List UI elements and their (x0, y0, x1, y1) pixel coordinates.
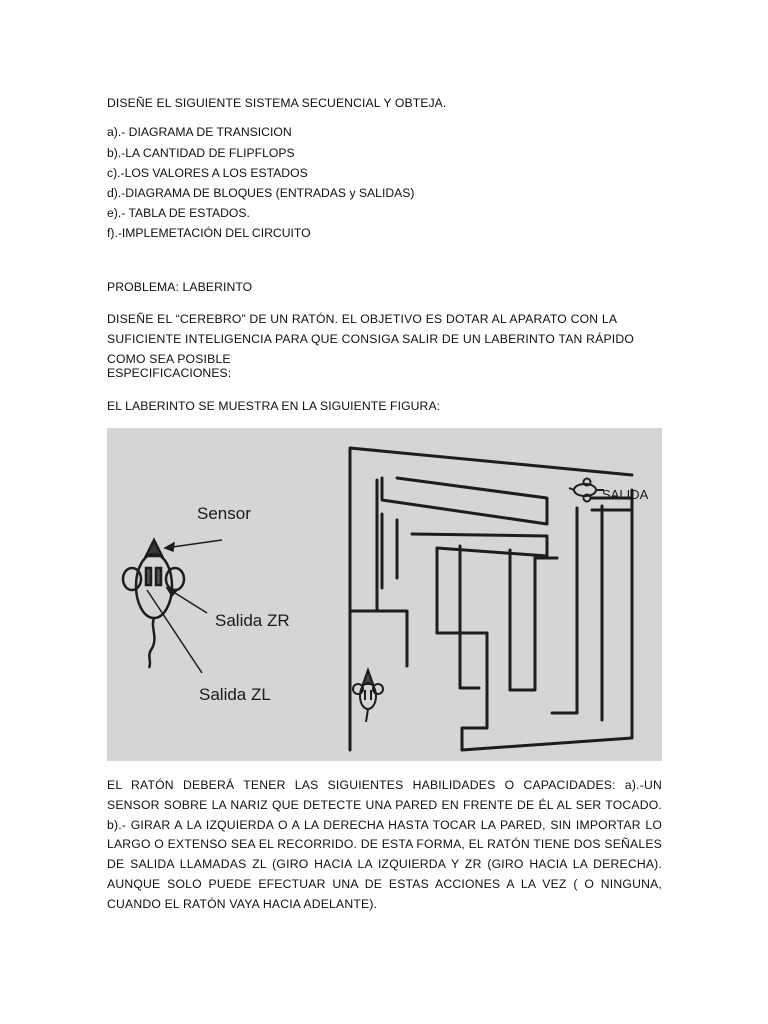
figure-intro: EL LABERINTO SE MUESTRA EN LA SIGUIENTE FIGURA: (107, 399, 441, 413)
maze-mouse-start (353, 670, 383, 722)
maze-wall-inner-3 (460, 546, 479, 688)
mouse-diagram (123, 540, 184, 668)
problem-intro: DISEÑE EL “CEREBRO” DE UN RATÓN. EL OBJETIVO ES DOTAR AL APARATO CON LA SUFICIENTE INTELIGENCIA PARA QUE CONSIGA SALIR DE UN LABERINTO TAN RÁPIDO COMO SEA POSIBLE (107, 312, 635, 366)
maze-figure (107, 428, 662, 761)
task-item-d: d).-DIAGRAMA DE BLOQUES (ENTRADAS y SALIDAS) (107, 186, 415, 200)
maze-wall-outer (350, 448, 632, 750)
maze-wall-inner-4 (510, 550, 557, 690)
problem-heading: PROBLEMA: LABERINTO (107, 280, 253, 294)
figure-label-zl: Salida ZL (199, 685, 271, 704)
task-item-c: c).-LOS VALORES A LOS ESTADOS (107, 166, 308, 180)
task-item-a: a).- DIAGRAMA DE TRANSICION (107, 125, 292, 139)
maze-wall-inner-5 (552, 506, 602, 720)
document-title: DISEÑE EL SIGUIENTE SISTEMA SECUENCIAL Y OBTEJA. (107, 96, 447, 110)
task-item-b: b).-LA CANTIDAD DE FLIPFLOPS (107, 146, 295, 160)
task-item-e: e).- TABLA DE ESTADOS. (107, 206, 250, 220)
figure-label-exit: SALIDA (602, 487, 649, 502)
maze-wall-left-loop (382, 514, 397, 588)
maze-drawing (107, 428, 662, 761)
task-item-f: f).-IMPLEMETACIÓN DEL CIRCUITO (107, 226, 311, 240)
description-paragraph: EL RATÓN DEBERÁ TENER LAS SIGUIENTES HABILIDADES O CAPACIDADES: a).-UN SENSOR SOBRE LA NARIZ QUE DETECTE UNA PARED EN FRENTE DE ÉL AL SER TOCADO. b).- GIRAR A LA IZQUIERDA O A LA DERECHA HASTA TOCAR LA PARED, SIN IMPORTAR LO LARGO O EXTENSO SEA EL RECORRIDO. DE ESTA FORMA, EL RATÓN TIENE DOS SEÑALES DE SALIDA LLAMADAS ZL (GIRO HACIA LA IZQUIERDA Y ZR (GIRO HACIA LA DERECHA). AUNQUE SOLO PUEDE EFECTUAR UNA DE ESTAS ACCIONES A LA VEZ ( O NINGUNA, CUANDO EL RATÓN VAYA HACIA ADELANTE). (107, 778, 662, 911)
maze-wall-inner-1 (412, 534, 547, 633)
figure-label-sensor: Sensor (197, 504, 251, 523)
maze-wall-top-corridor (382, 478, 547, 524)
figure-label-zr: Salida ZR (215, 611, 290, 630)
spec-heading: ESPECIFICACIONES: (107, 366, 232, 380)
maze-wall-inner-2 (437, 633, 487, 750)
annotation-arrows (147, 540, 222, 673)
